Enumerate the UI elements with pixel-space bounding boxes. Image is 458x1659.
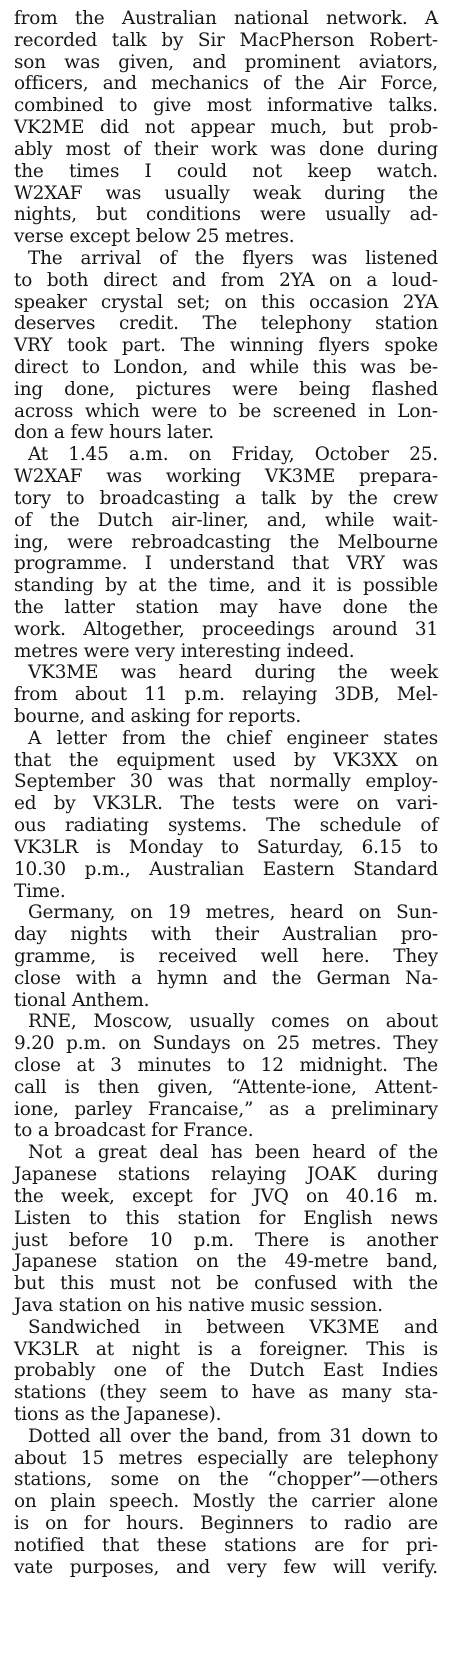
text-line: Germany, on 19 metres, heard on Sun- [28,902,438,924]
text-line: ing, were rebroadcasting the Melbourne [14,531,438,553]
text-line: RNE, Moscow, usually comes on about [28,1011,438,1033]
text-line: notified that these stations are for pri- [14,1534,438,1556]
text-line: stations, some on the “chopper”—others [14,1469,438,1491]
text-line: work. Altogether, proceedings around 31 [14,618,438,640]
text-line: gramme, is received well here. They [14,945,438,967]
paragraph [14,902,438,1011]
text-line: 9.20 p.m. on Sundays on 25 metres. They [14,1033,438,1055]
text-line: from the Australian national network. A [14,8,438,29]
text-line: just before 10 p.m. There is another [14,1229,438,1251]
text-line: probably one of the Dutch East Indies [14,1360,438,1382]
text-line: 10.30 p.m., Australian Eastern Standard [14,858,438,880]
text-line: is on for hours. Beginners to radio are [14,1513,438,1535]
text-line: bourne, and asking for reports. [14,706,302,727]
text-line: to both direct and from 2YA on a loud- [14,269,438,291]
paragraph [14,728,438,903]
text-line: close with a hymn and the German Na- [14,967,438,989]
text-line: tory to broadcasting a talk by the crew [14,487,438,509]
text-line: Japanese station on the 49-metre band, [14,1251,438,1273]
text-line: don a few hours later. [14,422,214,444]
paragraph [14,1011,438,1142]
text-line: ably most of their work was done during [14,138,438,160]
text-line: The arrival of the flyers was listened [28,247,438,269]
text-line: to a broadcast for France. [14,1120,254,1142]
text-line: officers, and mechanics of the Air Force, [14,73,438,95]
text-line: VK3ME was heard during the week [28,662,438,684]
text-line: Listen to this station for English news [14,1207,438,1229]
text-line: tional Anthem. [14,989,150,1011]
text-line: deserves credit. The telephony station [14,313,438,335]
text-line: combined to give most informative talks. [14,95,438,117]
text-line: about 15 metres especially are telephony [14,1447,438,1469]
text-line: speaker crystal set; on this occasion 2YA [14,291,438,313]
paragraph [14,1142,438,1317]
text-line: stations (they seem to have as many sta- [14,1382,438,1404]
text-line: At 1.45 a.m. on Friday, October 25. [28,444,438,466]
paragraph [14,662,438,727]
text-line: A letter from the chief engineer states [28,727,438,749]
text-line: VK3LR is Monday to Saturday, 6.15 to [14,836,438,858]
text-line: close at 3 minutes to 12 midnight. The [14,1055,438,1076]
text-line: verse except below 25 metres. [14,226,295,248]
paragraph [14,248,438,444]
text-line: nights, but conditions were usually ad- [14,204,438,226]
text-line: metres were very interesting indeed. [14,640,355,662]
text-line: Time. [14,880,66,902]
paragraph [14,1317,438,1426]
text-line: ous radiating systems. The schedule of [14,815,438,837]
text-line: but this must not be confused with the [14,1273,438,1295]
text-line: vate purposes, and very few will verify. [14,1556,438,1578]
text-line: recorded talk by Sir MacPherson Robert- [14,29,438,51]
text-line: the week, except for JVQ on 40.16 m. [14,1185,438,1207]
paragraph [14,8,438,248]
text-line: W2XAF was working VK3ME prepara- [14,466,438,488]
text-line: Dotted all over the band, from 31 down to [28,1425,438,1447]
text-line: VK2ME did not appear much, but prob- [14,117,438,139]
text-line: ed by VK3LR. The tests were on vari- [14,793,438,815]
text-line: the latter station may have done the [14,596,438,618]
text-line: Sandwiched in between VK3ME and [28,1316,438,1338]
text-line: the times I could not keep watch. [14,160,438,182]
text-line: Java station on his native music session. [14,1294,383,1316]
text-line: September 30 was that normally employ- [14,771,438,793]
article-column [14,8,438,1579]
text-line: ione, parley Francaise,” as a preliminary [14,1098,438,1120]
text-line: VK3LR at night is a foreigner. This is [14,1338,438,1360]
text-line: tions as the Japanese). [14,1404,222,1425]
text-line: call is then given, “Attente-ione, Attent- [14,1076,438,1098]
text-line: direct to London, and while this was be- [14,357,438,378]
text-line: that the equipment used by VK3XX on [14,749,438,771]
text-line: W2XAF was usually weak during the [14,182,438,204]
text-line: son was given, and prominent aviators, [14,51,438,73]
text-line: of the Dutch air-liner, and, while wait- [14,509,438,531]
text-line: from about 11 p.m. relaying 3DB, Mel- [14,684,438,706]
text-line: programme. I understand that VRY was [14,553,438,575]
text-line: Japanese stations relaying JOAK during [14,1164,438,1186]
text-line: on plain speech. Mostly the carrier alone [14,1491,438,1513]
text-line: ing done, pictures were being flashed [14,378,438,400]
text-line: day nights with their Australian pro- [14,924,438,946]
text-line: across which were to be screened in Lon- [14,400,438,422]
text-line: standing by at the time, and it is possible [14,575,438,597]
paragraph [14,1426,438,1579]
paragraph [14,444,438,662]
text-line: Not a great deal has been heard of the [28,1142,438,1164]
text-line: VRY took part. The winning flyers spoke [14,335,438,357]
